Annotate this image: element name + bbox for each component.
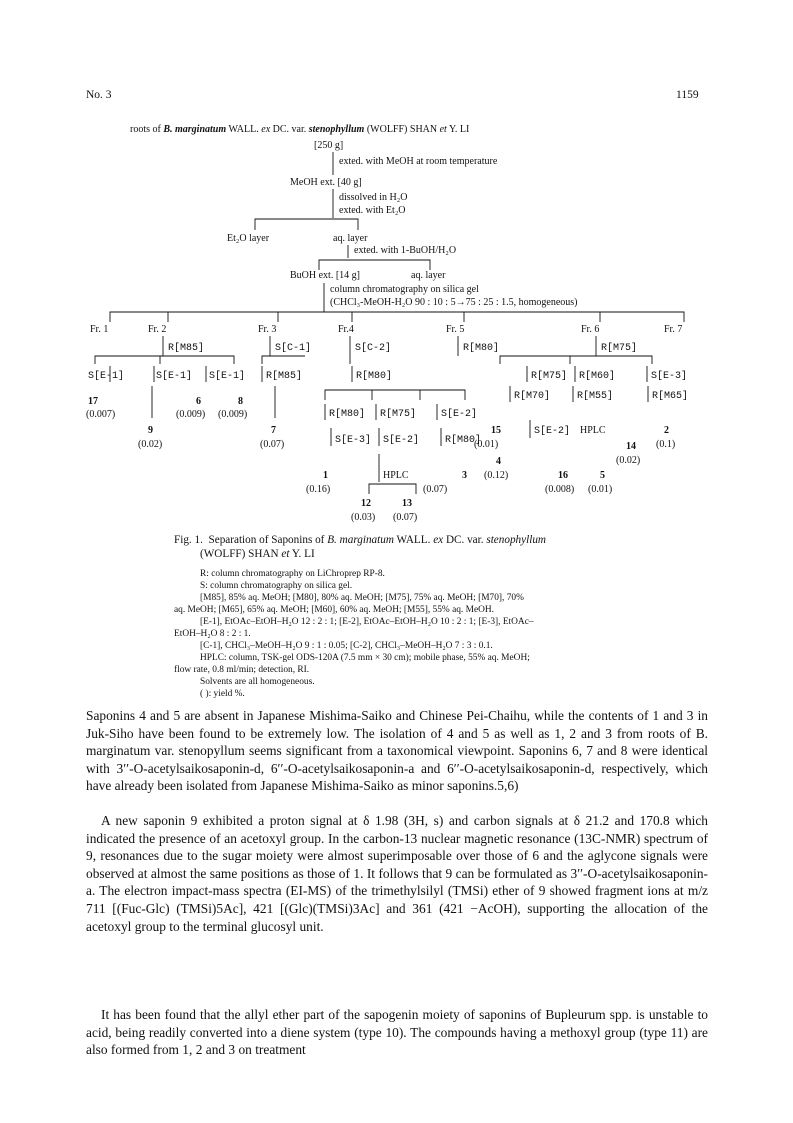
step-column-solvent: (CHCl₃-MeOH-H₂O 90 : 10 : 5→75 : 25 : 1.5, homogeneous) <box>330 297 578 308</box>
product-9: 9 <box>148 425 153 436</box>
note-s: S: column chromatography on silica gel. <box>200 581 353 591</box>
separation-scheme-diagram <box>0 0 793 530</box>
body-paragraph-3: It has been found that the allyl ether part of the sapogenin moiety of saponins of Bupleurum spp. is unstable to acid, being readily converted into a diene system (type 10). The compounds having a methoxyl group (type 11) are also formed from 1, 2 and 3 on treatment <box>86 1007 708 1058</box>
product-3: 3 <box>462 470 467 481</box>
meoh-extract: MeOH ext. [40 g] <box>290 177 362 188</box>
note-hplc-1: HPLC: column, TSK-gel ODS-120A (7.5 mm × 30 cm); mobile phase, 55% aq. MeOH; <box>200 653 530 663</box>
step-column-chromatography: column chromatography on silica gel <box>330 284 479 295</box>
box-s-e2-a: S[E-2] <box>441 409 478 420</box>
product-2: 2 <box>664 425 669 436</box>
product-15: 15 <box>491 425 501 436</box>
yield-13: (0.07) <box>393 512 418 523</box>
product-12: 12 <box>361 498 371 509</box>
yield-2: (0.1) <box>656 439 676 450</box>
figure-caption-line-2: (WOLFF) SHAN et Y. LI <box>200 548 315 560</box>
box-s-e1-b: S[E-1] <box>156 371 193 382</box>
body-paragraph-2: A new saponin 9 exhibited a proton signal at δ 1.98 (3H, s) and carbon signals at δ 21.2 and 170.8 which indicated the presence of an acetoxyl group. In the carbon-13 nuclear magnetic resonance (13C-NMR) spectrum of 9, resonances due to the sugar moiety were almost superimposable over those of 6 and the aglycone signals were observed at almost the same positions as those of 1. It follows that 9 can be formulated as 3′′-O-acetylsaikosaponin-a. The electron impact-mass spectra (EI-MS) of the trimethylsilyl (TMSi) ether of 9 showed fragment ions at m/z 711 [(Fuc-Glc) (TMSi)5Ac], 421 [(Glc)(TMSi)3Ac] and 361 (421 −AcOH), supporting the allocation of the acetoxyl group to the terminal glucosyl unit. <box>86 813 708 934</box>
fraction-6: Fr. 6 <box>581 324 600 335</box>
box-s-e2-c: S[E-2] <box>534 426 571 437</box>
product-16: 16 <box>558 470 568 481</box>
aq-layer-2: aq. layer <box>411 270 446 281</box>
yield-5: (0.01) <box>588 484 613 495</box>
box-r-m85-b: R[M85] <box>266 371 303 382</box>
box-s-e2-b: S[E-2] <box>383 435 420 446</box>
note-yield: ( ): yield %. <box>200 689 245 699</box>
yield-7: (0.07) <box>260 439 285 450</box>
box-r-m75-c: R[M75] <box>380 409 417 420</box>
aq-layer-1: aq. layer <box>333 233 368 244</box>
product-6: 6 <box>196 396 201 407</box>
yield-8: (0.009) <box>218 409 248 420</box>
scheme-root-label: roots of B. marginatum WALL. ex DC. var. stenophyllum (WOLFF) SHAN et Y. LI <box>130 124 470 135</box>
page-number: 1159 <box>676 89 699 101</box>
box-hplc-a: HPLC <box>580 425 606 436</box>
note-hplc-2: flow rate, 0.8 ml/min; detection, RI. <box>174 665 310 675</box>
box-s-c1: S[C-1] <box>275 343 312 354</box>
box-s-e1-a: S[E-1] <box>88 371 125 382</box>
figure-label: Fig. 1. <box>174 534 203 546</box>
box-s-e1-c: S[E-1] <box>209 371 246 382</box>
product-7: 7 <box>271 425 276 436</box>
box-r-m80-d: R[M80] <box>445 435 482 446</box>
figure-caption: Fig. 1. Separation of Saponins of B. marginatum WALL. ex DC. var. stenophyllum <box>174 534 547 546</box>
fraction-7: Fr. 7 <box>664 324 683 335</box>
yield-17: (0.007) <box>86 409 116 420</box>
yield-15: (0.01) <box>474 439 499 450</box>
yield-14: (0.02) <box>616 455 641 466</box>
box-r-m75-a: R[M75] <box>601 343 638 354</box>
yield-16: (0.008) <box>545 484 575 495</box>
note-chloroform: [C-1], CHCl₃–MeOH–H₂O 9 : 1 : 0.05; [C-2], CHCl₃–MeOH–H₂O 7 : 3 : 0.1. <box>200 641 493 651</box>
note-methanol-1: [M85], 85% aq. MeOH; [M80], 80% aq. MeOH; [M75], 75% aq. MeOH; [M70], 70% <box>200 593 524 603</box>
box-r-m80-a: R[M80] <box>463 343 500 354</box>
yield-6: (0.009) <box>176 409 206 420</box>
note-r: R: column chromatography on LiChroprep RP-8. <box>200 569 385 579</box>
note-methanol-2: aq. MeOH; [M65], 65% aq. MeOH; [M60], 60% aq. MeOH; [M55], 55% aq. MeOH. <box>174 605 494 615</box>
fraction-2: Fr. 2 <box>148 324 167 335</box>
yield-1: (0.16) <box>306 484 331 495</box>
box-r-m65: R[M65] <box>652 391 689 402</box>
body-paragraph-1: Saponins 4 and 5 are absent in Japanese Mishima-Saiko and Chinese Pei-Chaihu, while the contents of 1 and 3 in Juk-Siho have been found to be extremely low. The isolation of 4 and 5 as well as 1, 2 and 3 from roots of B. marginatum var. stenopyllum seems significant from a taxonomical viewpoint. Saponins 6, 7 and 8 were identical with 3′′-O-acetylsaikosaponin-d, 6′′-O-acetylsaikosaponin-a and 6′′-O-acetylsaikosaponin-d, respectively, which have already been isolated from Japanese Mishima-Saiko as minor saponins.5,6) <box>86 708 708 794</box>
yield-3: (0.07) <box>423 484 448 495</box>
step-extraction: exted. with MeOH at room temperature <box>339 156 498 167</box>
yield-12: (0.03) <box>351 512 376 523</box>
fraction-1: Fr. 1 <box>90 324 109 335</box>
product-8: 8 <box>238 396 243 407</box>
fraction-4: Fr.4 <box>338 324 354 335</box>
step-buoh: exted. with 1-BuOH/H₂O <box>354 245 457 256</box>
box-s-e3-a: S[E-3] <box>651 371 688 382</box>
running-header-left: No. 3 <box>86 89 112 101</box>
fraction-5: Fr. 5 <box>446 324 465 335</box>
box-r-m75-b: R[M75] <box>531 371 568 382</box>
box-r-m70: R[M70] <box>514 391 551 402</box>
buoh-extract: BuOH ext. [14 g] <box>290 270 360 281</box>
et2o-layer: Et₂O layer <box>227 233 270 244</box>
note-ethyl-acetate-1: [E-1], EtOAc–EtOH–H₂O 12 : 2 : 1; [E-2], EtOAc–EtOH–H₂O 10 : 2 : 1; [E-3], EtOAc– <box>200 617 534 627</box>
box-s-c2: S[C-2] <box>355 343 392 354</box>
box-r-m80-b: R[M80] <box>356 371 393 382</box>
product-13: 13 <box>402 498 412 509</box>
product-14: 14 <box>626 441 636 452</box>
box-r-m85-a: R[M85] <box>168 343 205 354</box>
note-ethyl-acetate-2: EtOH–H₂O 8 : 2 : 1. <box>174 629 251 639</box>
product-1: 1 <box>323 470 328 481</box>
yield-9: (0.02) <box>138 439 163 450</box>
product-5: 5 <box>600 470 605 481</box>
product-17: 17 <box>88 396 98 407</box>
yield-4: (0.12) <box>484 470 509 481</box>
step-dissolve: dissolved in H₂O <box>339 192 408 203</box>
step-et2o: exted. with Et₂O <box>339 205 406 216</box>
fraction-3: Fr. 3 <box>258 324 277 335</box>
box-s-e3-b: S[E-3] <box>335 435 372 446</box>
product-4: 4 <box>496 456 501 467</box>
box-r-m60: R[M60] <box>579 371 616 382</box>
root-amount: [250 g] <box>314 140 344 151</box>
box-r-m55: R[M55] <box>577 391 614 402</box>
box-hplc-b: HPLC <box>383 470 409 481</box>
box-r-m80-c: R[M80] <box>329 409 366 420</box>
note-solvents: Solvents are all homogeneous. <box>200 677 315 687</box>
